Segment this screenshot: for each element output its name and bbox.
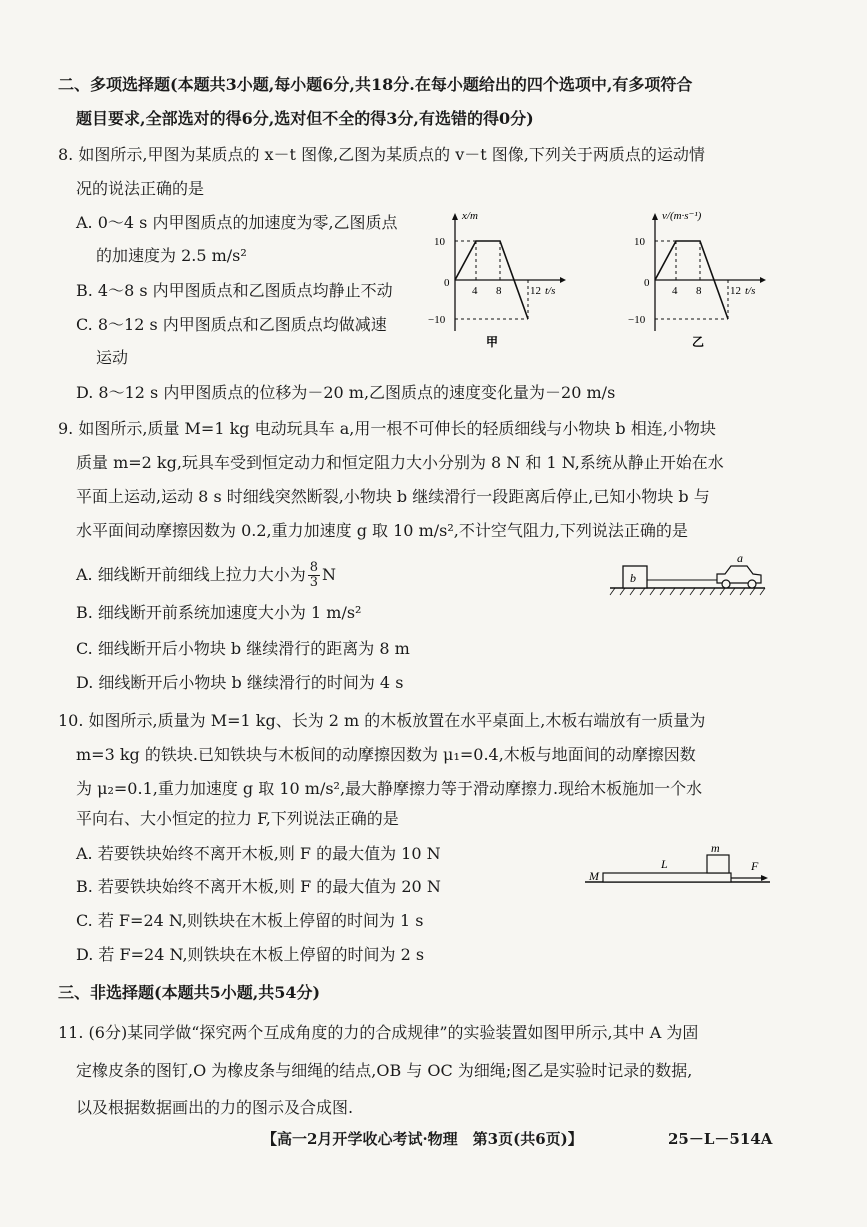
caption-yi: 乙: [692, 335, 705, 349]
xlabel-ts: t/s: [745, 285, 756, 297]
ylabel-v: v/(m·s⁻¹): [662, 210, 702, 222]
q8-graph-yi: [610, 206, 780, 356]
origin-label: 0: [644, 277, 650, 289]
ytick-bottom: −10: [428, 314, 446, 326]
footer-title: 【高一2月开学收心考试·物理 第3页(共6页)】: [262, 1130, 583, 1148]
xtick-12: 12: [730, 285, 741, 297]
fraction-8-3: [308, 561, 320, 590]
section2-heading-line1: 二、多项选择题(本题共3小题,每小题6分,共18分.在每小题给出的四个选项中,有多项符合: [58, 75, 693, 94]
ground-hatching: [610, 588, 765, 595]
iron-block-m: [707, 855, 729, 873]
origin-label: 0: [444, 277, 450, 289]
q8-option-a-line1: A. 0～4 s 内甲图质点的加速度为零,乙图质点: [76, 213, 398, 232]
xtick-12: 12: [530, 285, 541, 297]
q8-option-c-line2: 运动: [96, 348, 129, 367]
q8-option-a-line2: 的加速度为 2.5 m/s²: [96, 246, 247, 265]
q10-line3: 为 μ₂=0.1,重力加速度 g 取 10 m/s²,最大静摩擦力等于滑动摩擦力.现给木板施加一个水: [76, 779, 703, 798]
label-m: m: [711, 842, 720, 855]
q9-option-a-text: A. 细线断开前细线上拉力大小为: [76, 565, 306, 584]
xtick-4: 4: [472, 285, 478, 297]
q9-line2: 质量 m=2 kg,玩具车受到恒定动力和恒定阻力大小分别为 8 N 和 1 N,系统从静止开始在水: [76, 453, 724, 472]
q8-option-d: D. 8～12 s 内甲图质点的位移为－20 m,乙图质点的速度变化量为－20 m/s: [76, 383, 616, 402]
q9-option-b: B. 细线断开前系统加速度大小为 1 m/s²: [76, 603, 362, 622]
car-a-label: a: [737, 551, 743, 565]
vt-graph-svg: [610, 206, 780, 356]
xtick-4: 4: [672, 285, 678, 297]
q10-option-c: C. 若 F=24 N,则铁块在木板上停留的时间为 1 s: [76, 911, 424, 930]
q8-stem-line2: 况的说法正确的是: [76, 179, 205, 198]
label-M: M: [589, 869, 599, 883]
q10-option-d: D. 若 F=24 N,则铁块在木板上停留的时间为 2 s: [76, 945, 425, 964]
block-b-label: b: [630, 571, 636, 585]
caption-jia: 甲: [486, 335, 499, 349]
q9-option-a: [76, 561, 336, 590]
q9-figure: [605, 550, 775, 602]
force-arrow-head: [761, 875, 768, 881]
q9-option-c: C. 细线断开后小物块 b 继续滑行的距离为 8 m: [76, 639, 410, 658]
q11-line2: 定橡皮条的图钉,O 为橡皮条与细绳的结点,OB 与 OC 为细绳;图乙是实验时记录的数据,: [76, 1061, 693, 1080]
q9-option-a-unit: N: [322, 565, 337, 584]
q10-option-b: B. 若要铁块始终不离开木板,则 F 的最大值为 20 N: [76, 877, 441, 896]
label-L: L: [661, 857, 668, 871]
y-axis-arrow: [652, 213, 658, 220]
ytick-top: 10: [434, 236, 445, 248]
section2-heading-line2: 题目要求,全部选对的得6分,选对但不全的得3分,有选错的得0分): [76, 109, 534, 128]
ytick-bottom: −10: [628, 314, 646, 326]
xlabel-ts: t/s: [545, 285, 556, 297]
x-axis-arrow: [560, 277, 566, 283]
fraction-denominator: 3: [309, 575, 319, 590]
xtick-8: 8: [696, 285, 702, 297]
q9-option-d: D. 细线断开后小物块 b 继续滑行的时间为 4 s: [76, 673, 404, 692]
q10-line2: m=3 kg 的铁块.已知铁块与木板间的动摩擦因数为 μ₁=0.4,木板与地面间的动摩擦因数: [76, 745, 696, 764]
q10-option-a: A. 若要铁块始终不离开木板,则 F 的最大值为 10 N: [76, 844, 441, 863]
car-wheel-rear: [722, 580, 730, 588]
y-axis-arrow: [452, 213, 458, 220]
q8-option-b: B. 4～8 s 内甲图质点和乙图质点均静止不动: [76, 281, 393, 300]
q9-line1: 9. 如图所示,质量 M=1 kg 电动玩具车 a,用一根不可伸长的轻质细线与小物块 b 相连,小物块: [58, 419, 716, 438]
section3-heading: 三、非选择题(本题共5小题,共54分): [58, 983, 321, 1002]
q9-line3: 平面上运动,运动 8 s 时细线突然断裂,小物块 b 继续滑行一段距离后停止,已知小物块 b 与: [76, 487, 710, 506]
q10-line4: 平向右、大小恒定的拉力 F,下列说法正确的是: [76, 809, 399, 828]
ylabel-xm: x/m: [462, 210, 478, 222]
q8-graph-jia: [410, 206, 570, 356]
label-F: F: [751, 859, 759, 873]
xtick-8: 8: [496, 285, 502, 297]
board-M: [603, 873, 731, 882]
car-wheel-front: [748, 580, 756, 588]
x-axis-arrow: [760, 277, 766, 283]
q8-option-c-line1: C. 8～12 s 内甲图质点和乙图质点均做减速: [76, 315, 387, 334]
fraction-numerator: 8: [309, 560, 319, 575]
q9-line4: 水平面间动摩擦因数为 0.2,重力加速度 g 取 10 m/s²,不计空气阻力,下列说法正确的是: [76, 521, 688, 540]
ytick-top: 10: [634, 236, 645, 248]
q11-line3: 以及根据数据画出的力的图示及合成图.: [76, 1098, 354, 1117]
q10-line1: 10. 如图所示,质量为 M=1 kg、长为 2 m 的木板放置在水平桌面上,木板右端放有一质量为: [58, 711, 706, 730]
board-block-svg: [585, 842, 775, 898]
xt-graph-svg: [410, 206, 570, 356]
q10-figure: [585, 842, 775, 898]
q11-line1: 11. (6分)某同学做“探究两个互成角度的力的合成规律”的实验装置如图甲所示,其中 A 为固: [58, 1023, 699, 1042]
footer-code: 25－L－514A: [668, 1130, 773, 1148]
q8-stem-line1: 8. 如图所示,甲图为某质点的 x－t 图像,乙图为某质点的 v－t 图像,下列关于两质点的运动情: [58, 145, 705, 164]
block-car-svg: [605, 550, 775, 602]
